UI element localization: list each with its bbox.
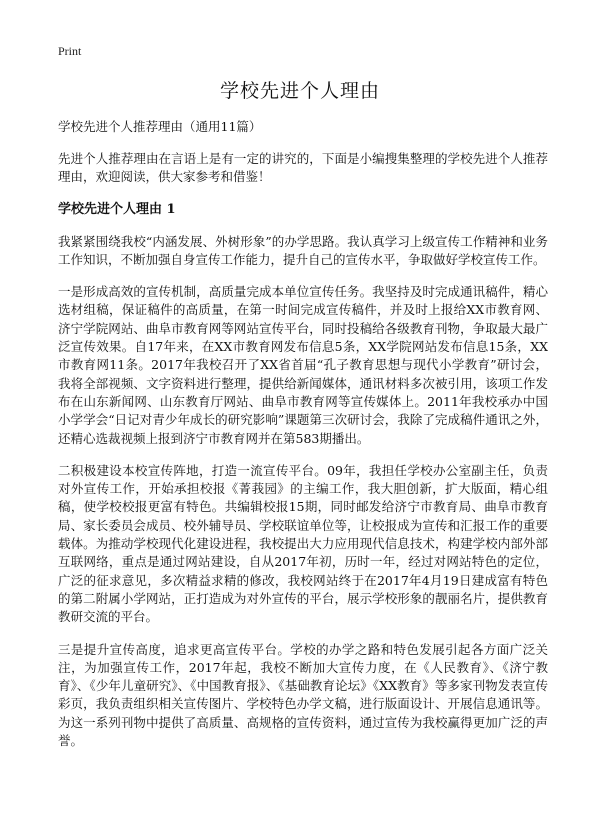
print-link[interactable]: Print	[58, 44, 82, 58]
article-subtitle: 学校先进个人推荐理由（通用11篇）	[58, 119, 262, 134]
page-title: 学校先进个人理由	[219, 80, 380, 102]
paragraph: 我紧紧围绕我校“内涵发展、外树形象”的办学思路。我认真学习上级宣传工作精神和业务工作知识，不断加强自身宣传工作能力，提升自己的宣传水平，争取做好学校宣传工作。	[58, 233, 548, 267]
intro-paragraph: 先进个人推荐理由在言语上是有一定的讲究的，下面是小编搜集整理的学校先进个人推荐理由，欢迎阅读，供大家参考和借鉴！	[58, 151, 548, 185]
section-heading: 学校先进个人理由 1	[58, 201, 176, 217]
paragraph: 三是提升宣传高度，追求更高宣传平台。学校的办学之路和特色发展引起各方面广泛关注，为加强宣传工作，2017年起，我校不断加大宣传力度，在《人民教育》、《济宁教育》、《少年儿童研究》、《中国教育报》、《基础教育论坛》《XX教育》等多家刊物发表宣传彩页，我负责组织相关宣传图片、学校特色办学文稿，进行版面设计、开展信息通讯等。为这一系列刊物中提供了高质量、高规格的宣传资料，通过宣传为我校赢得更加广泛的声誉。	[58, 641, 548, 749]
paragraph: 一是形成高效的宣传机制，高质量完成本单位宣传任务。我坚持及时完成通讯稿件，精心选材组稿，保证稿件的高质量，在第一时间完成宣传稿件，并及时上报给XX市教育网、济宁学院网站、曲阜市教育网等网站宣传平台，同时投稿给各级教育刊物，争取最大最广泛宣传效果。自17年来，在XX市教育网发布信息5条，XX学院网站发布信息15条，XX市教育网11条。2017年我校召开了XX省首届“孔子教育思想与现代小学教育”研讨会，我将全部视频、文字资料进行整理，提供给新闻媒体，通讯材料多次被引用，该项工作发布在山东新闻网、山东教育厅网站、曲阜市教育网等宣传媒体上。2011年我校承办中国小学学会“日记对青少年成长的研究影响”课题第三次研讨会，我除了完成稿件通讯之外，还精心选裁视频上报到济宁市教育网并在第583期播出。	[58, 284, 548, 446]
article-body	[58, 118, 548, 764]
paragraph: 二积极建设本校宣传阵地，打造一流宣传平台。09年，我担任学校办公室副主任，负责对外宣传工作，开始承担校报《菁莪园》的主编工作，我大胆创新，扩大版面，精心组稿，使学校校报更富有特色。共编辑校报15期，同时邮发给济宁市教育局、曲阜市教育局、家长委员会成员、校外辅导员、学校联谊单位等，让校报成为宣传和汇报工作的重要载体。为推动学校现代化建设进程，我校提出大力应用现代信息技术，构建学校内部外部互联网络，重点是通过网站建设，自从2017年初，历时一年，经过对网站特色的定位，广泛的征求意见，多次精益求精的修改，我校网站终于在2017年4月19日建成富有特色的第二附属小学网站，正打造成为对外宣传的平台，展示学校形象的靓丽名片，提供教育教研交流的平台。	[58, 462, 548, 625]
